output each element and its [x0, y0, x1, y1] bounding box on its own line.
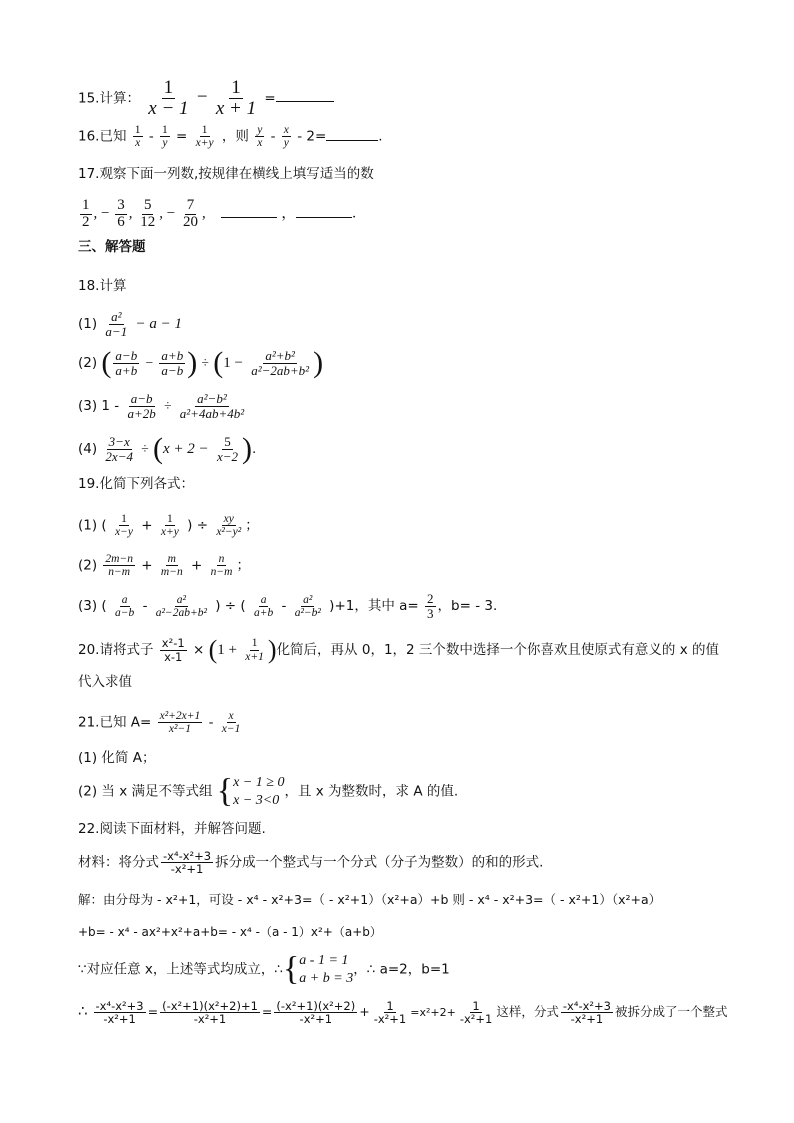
q22-frac-4 [372, 1000, 409, 1025]
q19-p3-rparen-2: ) [329, 598, 335, 615]
q19-p3-a-value-den: 3 [427, 605, 434, 621]
q17-term-1 [80, 198, 92, 231]
question-15 [78, 78, 334, 119]
q21-brace: { [216, 772, 234, 810]
q18-p2-c-num: a²+b² [265, 347, 295, 363]
q22-sol3-suffix: ，∴ a=2，b=1 [353, 961, 450, 978]
q22-material-fraction [161, 850, 213, 875]
q19-p3-a-den: a−b [115, 606, 135, 619]
q21-ineq-2: x − 3<0 [233, 792, 280, 808]
q21-p2-suffix: ，且 x 为整数时，求 A 的值. [284, 783, 459, 800]
q18-title: 18.计算 [78, 278, 127, 294]
q18-p2-frac-b [159, 349, 185, 377]
q16-frac-a [133, 124, 143, 149]
q17-term-4 [181, 198, 200, 231]
q18-p4-a-den: 2x−4 [105, 448, 133, 464]
q17-term-2 [115, 198, 127, 231]
q19-p2-c-num: n [218, 553, 225, 565]
q20-frac-a [160, 637, 187, 662]
q22-material [78, 850, 543, 875]
q20-one-plus: 1 + [217, 642, 237, 658]
q19-p3-rparen: ) [215, 598, 221, 615]
q22-f2-den: -x²+1 [193, 1012, 227, 1027]
q16-answer-blank [326, 140, 378, 141]
q18-p1-rest: − a − 1 [135, 316, 182, 333]
q21-frac-b [220, 710, 243, 735]
q17-blank-1 [221, 217, 277, 218]
q22-solution-line-4 [78, 1000, 727, 1025]
q19-p1-rparen: ) [187, 517, 193, 534]
question-16 [78, 124, 383, 149]
q19-p1-a-den: x−y [115, 526, 133, 539]
q19-p1-frac-b [159, 513, 181, 538]
q19-p3-divide: ÷ [224, 598, 237, 615]
q17-title: 17.观察下面一列数,按规律在横线上填写适当的数 [78, 166, 374, 182]
q16-minus-2: - [270, 128, 276, 145]
q18-p2-frac-a [113, 349, 139, 377]
q18-part-4: (4) $\frac{3-x}{2x-4}$ ÷ (x + 2 − $\frac{5}{x-2}$ ). [78, 432, 257, 465]
q19-p3-a-num: a [121, 593, 128, 606]
q19-p2-frac-a [103, 553, 135, 578]
q18-p2-b-den: a−b [161, 362, 184, 378]
q16-d-num: y [257, 124, 263, 136]
q19-p1-c-den: x²−y² [216, 526, 242, 539]
q19-p3-frac-d [293, 594, 323, 619]
q22-f1-num: -x⁴-x²+3 [95, 999, 144, 1013]
q18-p1-fraction [103, 310, 129, 338]
q22-f3-num: (-x²+1)(x²+2) [276, 999, 356, 1013]
q19-p3-b-value: ，b= - 3. [437, 598, 498, 615]
q18-p1-number: (1) [78, 316, 98, 333]
q19-p2-number: (2) [78, 557, 98, 574]
q18-part-3 [78, 392, 248, 420]
q19-p3-frac-a [113, 594, 136, 619]
q18-p4-frac-b [215, 435, 240, 463]
q17-t2-num: 3 [117, 197, 125, 213]
q15-f2-denominator: x + 1 [215, 97, 257, 119]
q19-p1-end: ； [245, 517, 259, 534]
q22-solution-line-1: 解：由分母为 - x²+1，可设 - x⁴ - x²+3=（ - x²+1）（x²+a）+b 则 - x⁴ - x²+3=（ - x²+1）（x²+a） [78, 892, 662, 907]
q16-end: . [378, 128, 383, 145]
q17-t3-den: 12 [140, 213, 156, 230]
q18-p2-number: (2) [78, 355, 98, 371]
q19-p1-a-num: 1 [121, 513, 127, 525]
q19-p2-b-den: m−n [160, 566, 183, 579]
q18-p4-mid: x + 2 − [162, 441, 209, 457]
q15-answer-blank [276, 101, 334, 102]
q17-sep-4: , − [159, 205, 176, 222]
q21-prefix: 21.已知 A= [78, 714, 152, 731]
q18-p2-c-den: a²−2ab+b² [251, 362, 310, 378]
q22-material-prefix: 材料：将分式 [78, 854, 159, 871]
q21-inequality-system [233, 774, 284, 809]
q19-p3-condition: +1，其中 a= [334, 598, 419, 615]
q22-f2-num: (-x²+1)(x²+2)+1 [162, 999, 258, 1013]
q19-p3-number: (3) [78, 598, 98, 615]
q19-p1-b-den: x+y [160, 526, 179, 539]
q18-p3-divide: ÷ [164, 398, 172, 414]
q19-p3-c-den: a+b [253, 606, 274, 619]
q21-b-den: x−1 [221, 723, 241, 736]
q22-eq-2: a + b = 3 [299, 970, 354, 986]
q16-equals: = [176, 128, 188, 145]
q19-p3-b-num: a² [176, 593, 186, 606]
q21-p2-prefix: (2) 当 x 满足不等式组 [78, 783, 213, 800]
q18-part-2: (2) ( $\frac{a-b}{a+b}$ − $\frac{a+b}{a-b}$ ) ÷ (1 − $\frac{\text{a²+b²}}{\text{a²−2ab+b²}}$ ) [78, 346, 324, 379]
q22-plus: + [359, 1004, 370, 1020]
q18-p4-frac-a [103, 435, 135, 463]
q18-p2-a-num: a−b [115, 347, 138, 363]
q18-p4-number: (4) [78, 441, 98, 457]
q15-f2-numerator: 1 [231, 77, 241, 98]
q15-f1-numerator: 1 [163, 77, 174, 98]
q18-p2-frac-c [249, 349, 311, 377]
q19-p3-frac-b [154, 594, 209, 619]
q22-f4-num: 1 [386, 999, 394, 1013]
q19-p2-a-den: n−m [108, 566, 131, 579]
q18-p2-divide: ÷ [201, 355, 209, 370]
q16-a-num: 1 [134, 124, 141, 136]
q15-fraction-1 [146, 78, 190, 119]
q22-solution-line-3 [78, 952, 450, 987]
q19-p3-value-a [425, 592, 436, 620]
q22-end-text: 被拆分成了一个整式 [614, 1004, 728, 1020]
q18-p3-b-num: a²−b² [197, 391, 227, 406]
q17-comma: ， [281, 203, 297, 222]
q15-fraction-2 [214, 78, 258, 119]
q15-f1-denominator: x − 1 [148, 97, 189, 119]
q16-c-num: 1 [201, 124, 208, 136]
q19-p3-a-value-num: 2 [427, 591, 434, 606]
q18-p1-num: a² [111, 309, 122, 324]
q17-t1-num: 1 [82, 197, 90, 213]
q16-e-den: y [283, 137, 289, 150]
q16-minus-1: - [148, 128, 154, 145]
q22-eq-1: a - 1 = 1 [299, 953, 349, 968]
q22-material-suffix: 拆分成一个整式与一个分式（分子为整数）的和的形式. [215, 854, 544, 871]
q22-frac-2 [160, 1000, 260, 1025]
q17-t3-num: 5 [143, 197, 152, 213]
q22-f1-den: -x²+1 [103, 1012, 136, 1027]
q18-p4-divide: ÷ [141, 441, 149, 456]
q20-frac-b [243, 637, 266, 662]
q21-part-2 [78, 774, 458, 809]
q18-p3-a-num: a−b [130, 391, 153, 406]
q17-t1-den: 2 [82, 213, 90, 230]
q19-p1-c-num: xy [223, 513, 234, 525]
section-3-heading: 三、解答题 [78, 239, 146, 255]
q17-term-3 [138, 198, 157, 231]
q19-p1-plus: + [141, 517, 153, 534]
q17-sequence [78, 198, 356, 231]
q19-p2-frac-b [159, 553, 185, 578]
q22-eq-sign-1: = [147, 1004, 159, 1020]
q15-minus: − [196, 86, 208, 108]
q21-frac-a [158, 710, 203, 735]
q22-frac-5 [458, 1000, 495, 1025]
q19-p3-d-num: a² [303, 593, 313, 606]
q17-t2-den: 6 [117, 213, 125, 230]
q19-p1-frac-c [214, 513, 243, 538]
q18-p3-number: (3) [78, 398, 98, 415]
q21-b-num: x [228, 710, 234, 722]
q19-p2-a-num: 2m−n [105, 553, 133, 565]
q17-sep-2: , − [93, 205, 110, 222]
q22-title: 22.阅读下面材料，并解答问题. [78, 821, 266, 837]
q18-p3-one-minus: 1 - [101, 398, 120, 415]
q16-frac-e [282, 124, 291, 149]
q18-p2-a-den: a+b [115, 362, 138, 378]
q16-b-num: 1 [162, 124, 168, 136]
q17-sep-3: , [128, 205, 133, 222]
q19-p3-b-den: a²−2ab+b² [155, 606, 207, 619]
q18-p4-a-num: 3−x [108, 433, 130, 449]
q17-t4-den: 20 [182, 213, 198, 230]
q20-line-2: 代入求值 [78, 674, 132, 690]
q16-then: ，则 [221, 128, 249, 145]
q22-mat-num: -x⁴-x²+3 [163, 849, 212, 863]
q15-equals: = [264, 90, 276, 107]
q18-p4-b-den: x−2 [216, 448, 238, 464]
q19-p1-number: (1) [78, 517, 98, 534]
q20-instruction: 化简后，再从 0，1，2 三个数中选择一个你喜欢且使原式有意义的 x 的值 [276, 642, 719, 658]
q18-p4-b-num: 5 [224, 433, 231, 449]
q22-frac-1 [94, 1000, 146, 1025]
q16-e-num: x [283, 124, 289, 136]
q18-p3-a-den: a+2b [127, 405, 156, 421]
q19-p3-minus-2: - [281, 598, 287, 615]
q20-b-den: x+1 [245, 650, 264, 663]
q16-tail: - 2= [297, 128, 327, 145]
q21-a-num: x²+2x+1 [159, 710, 201, 722]
q17-sep-5: , [201, 205, 206, 222]
q18-p2-b-num: a+b [161, 347, 184, 363]
q16-frac-b [160, 124, 170, 149]
q22-frac-6 [561, 1000, 613, 1025]
q22-eq-sign-2: = [261, 1004, 273, 1020]
q18-p2-one-minus: 1 − [223, 355, 243, 371]
q16-frac-c [194, 124, 216, 149]
q19-p2-frac-c [209, 553, 235, 578]
q16-frac-d [255, 124, 264, 149]
q22-brace: { [282, 950, 300, 988]
q19-p1-lparen: ( [101, 517, 107, 534]
q16-c-den: x+y [195, 137, 214, 150]
q19-p2-b-num: m [167, 553, 176, 565]
q22-equation-system [299, 952, 353, 987]
q22-f6-den: -x²+1 [570, 1012, 604, 1027]
q20-times: × [192, 642, 205, 658]
q19-p3-frac-c [252, 594, 275, 619]
q22-f5-den: -x²+1 [459, 1012, 493, 1027]
q19-p1-b-num: 1 [166, 513, 173, 525]
question-20: 20.请将式子 $\frac{\text{x²-1}}{x-1}$ × (1 + $\frac{1}{x+1}$ )化简后，再从 0，1，2 三个数中选择一个你喜欢且使原式有意义的 x 的值 [78, 635, 719, 664]
q16-d-den: x [257, 137, 263, 150]
q19-p2-c-den: n−m [210, 566, 233, 579]
q22-solution-line-2: +b= - x⁴ - ax²+x²+a+b= - x⁴ -（a - 1）x²+（a+b） [78, 925, 382, 939]
q19-p1-divide: ÷ [196, 517, 209, 534]
q22-f6-num: -x⁴-x²+3 [562, 999, 611, 1013]
q20-a-den: x-1 [164, 649, 183, 664]
q21-part-1: (1) 化简 A； [78, 750, 156, 766]
q22-sol3-prefix: ∵对应任意 x，上述等式均成立，∴ [78, 961, 283, 978]
q19-p2-end: ； [236, 557, 250, 574]
q20-b-num: 1 [251, 637, 258, 650]
q19-title: 19.化简下列各式： [78, 476, 194, 492]
q16-b-den: y [162, 137, 168, 150]
q19-p3-c-num: a [260, 593, 267, 606]
q19-p3-minus-1: - [142, 598, 148, 615]
q17-end: . [352, 205, 356, 222]
q15-label: 15.计算： [78, 90, 140, 107]
q17-blank-2 [296, 217, 352, 218]
q18-p3-b-den: a²+4ab+4b² [179, 405, 245, 421]
q22-mat-den: -x²+1 [170, 862, 204, 877]
q22-eq-sign-3: =x²+2+ [410, 1006, 456, 1020]
q22-mid-text: 这样，分式 [496, 1004, 559, 1020]
q19-p1-frac-a [113, 513, 135, 538]
q19-part-2 [78, 553, 250, 578]
q22-frac-3 [274, 1000, 357, 1025]
q18-p2-minus: − [145, 355, 154, 370]
q21-ineq-1: x − 1 ≥ 0 [233, 775, 285, 790]
question-21 [78, 710, 244, 735]
q21-a-den: x²−1 [168, 723, 191, 736]
q18-p1-den: a−1 [105, 323, 128, 339]
q18-p3-frac-a [125, 392, 157, 420]
q18-p3-frac-b [178, 392, 246, 420]
q16-a-den: x [135, 137, 141, 150]
q18-part-1 [78, 310, 182, 338]
q19-p3-lparen-2: ( [240, 598, 246, 615]
q20-a-num: x²-1 [161, 636, 185, 651]
q18-p4-end: . [251, 441, 257, 457]
q17-t4-num: 7 [186, 197, 195, 213]
q19-p2-plus-1: + [141, 557, 153, 574]
q19-p3-lparen: ( [101, 598, 107, 615]
q22-f5-num: 1 [472, 999, 480, 1013]
q20-prefix: 20.请将式子 [78, 642, 154, 658]
q22-therefore: ∴ [78, 1002, 88, 1021]
q16-label: 16.已知 [78, 128, 127, 145]
q19-part-1 [78, 513, 259, 538]
q19-part-3 [78, 592, 497, 620]
q21-minus: - [208, 714, 214, 731]
q22-f4-den: -x²+1 [373, 1012, 407, 1027]
q19-p3-d-den: a²−b² [294, 606, 321, 619]
q22-f3-den: -x²+1 [299, 1012, 333, 1027]
q19-p2-plus-2: + [191, 557, 203, 574]
